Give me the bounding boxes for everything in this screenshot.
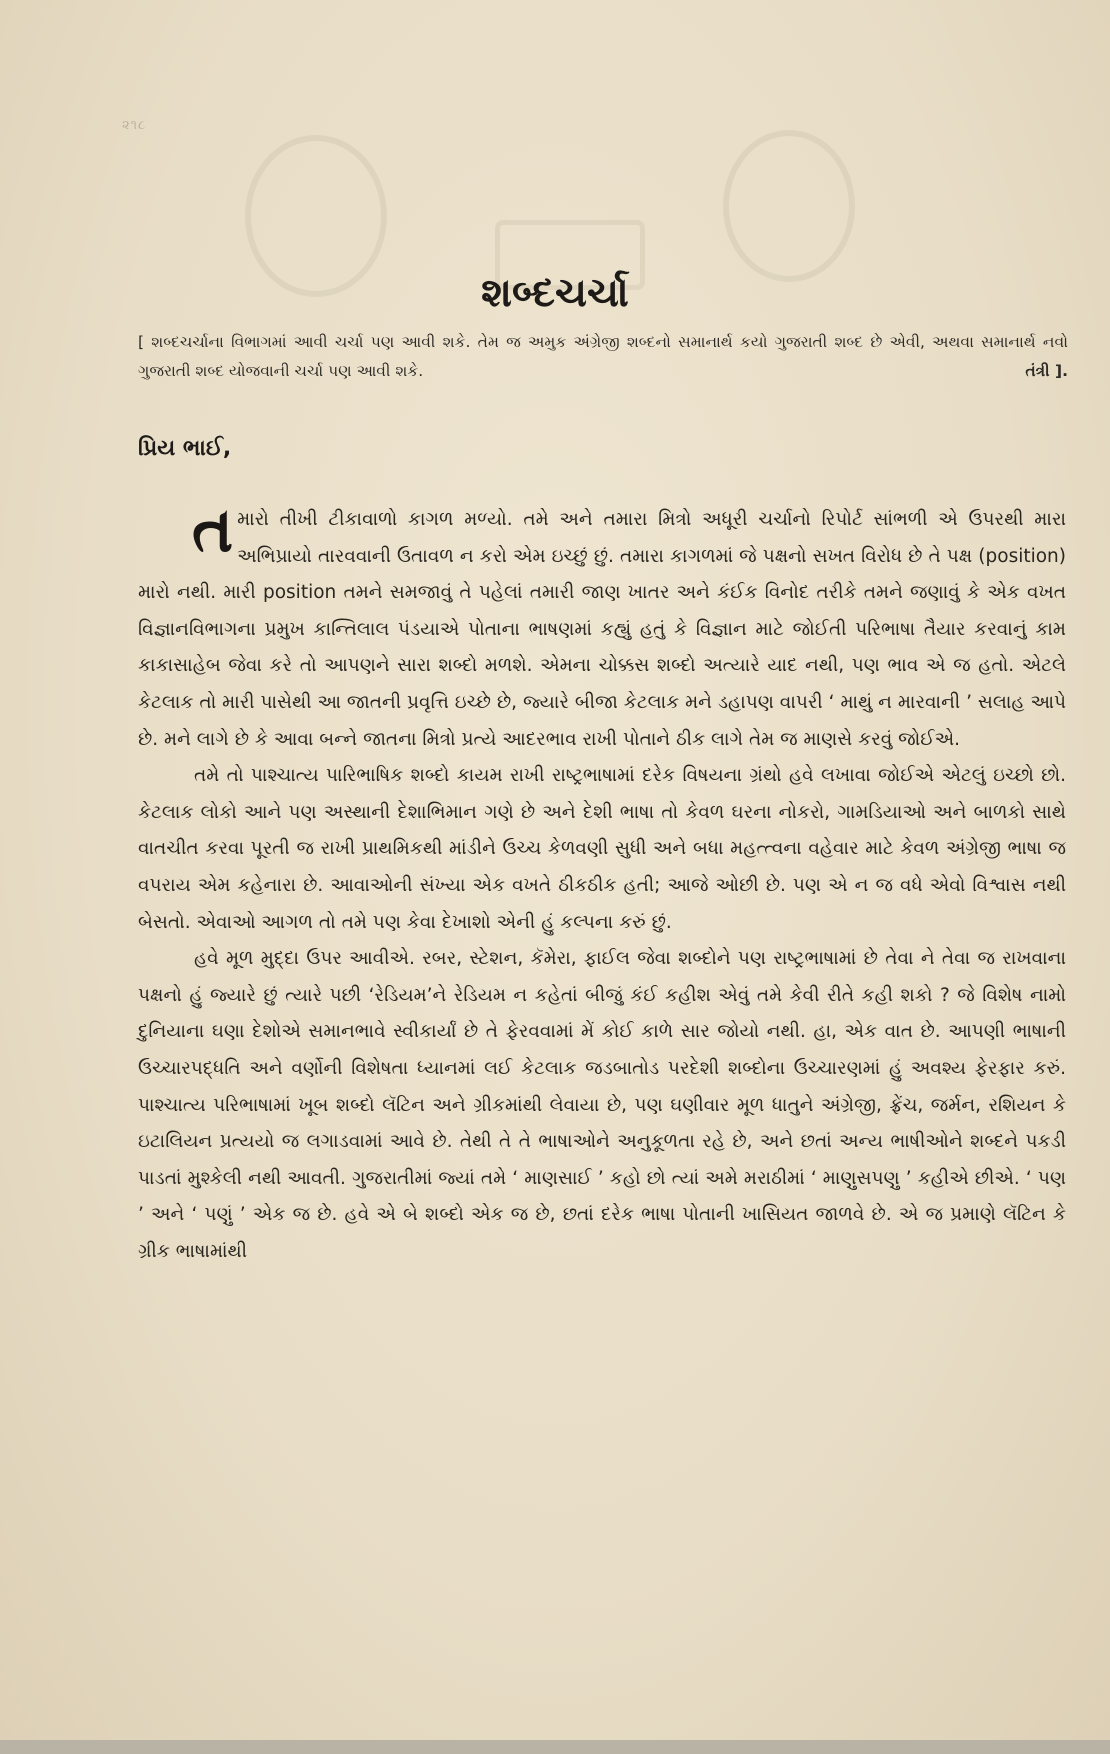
editor-note	[138, 328, 1068, 386]
scan-bottom-edge	[0, 1740, 1110, 1754]
paragraph-text: મારો તીખી ટીકાવાળો કાગળ મળ્યો. તમે અને તમારા મિત્રો અધૂરી ચર્ચાનો રિપોર્ટ સાંભળી એ ઉપરથી મારા અભિપ્રાયો તારવવાની ઉતાવળ ન કરો એમ ઇચ્છું છું. તમારા કાગળમાં જે પક્ષનો સખત વિરોધ છે તે પક્ષ (position) મારો નથી. મારી position તમને સમજાવું તે પહેલાં તમારી જાણ ખાતર અને કંઈક વિનોદ તરીકે તમને જણાવું કે એક વખત વિજ્ઞાનવિભાગના પ્રમુખ કાન્તિલાલ પંડયાએ પોતાના ભાષણમાં કહ્યું હતું કે વિજ્ઞાન માટે જોઈતી પરિભાષા તૈયાર કરવાનું કામ કાકાસાહેબ જેવા કરે તો આપણને સારા શબ્દો મળશે. એમના ચોક્કસ શબ્દો અત્યારે યાદ નથી, પણ ભાવ એ જ હતો. એટલે કેટલાક તો મારી પાસેથી આ જાતની પ્રવૃત્તિ ઇચ્છે છે, જ્યારે બીજા કેટલાક મને ડહાપણ વાપરી ‘ માથું ન મારવાની ’ સલાહ આપે છે. મને લાગે છે કે આવા બન્ને જાતના મિત્રો પ્રત્યે આદરભાવ રાખી પોતાને ઠીક લાગે તેમ જ માણસે કરવું જોઈએ.	[138, 509, 1066, 750]
paragraph-2: તમે તો પાશ્ચાત્ય પારિભાષિક શબ્દો કાયમ રાખી રાષ્ટ્રભાષામાં દરેક વિષયના ગ્રંથો હવે લખાવા જોઈએ એટલું ઇચ્છો છો. કેટલાક લોકો આને પણ અસ્થાની દેશાભિમાન ગણે છે અને દેશી ભાષા તો કેવળ ઘરના નોકરો, ગામડિયાઓ અને બાળકો સાથે વાતચીત કરવા પૂરતી જ રાખી પ્રાથમિકથી માંડીને ઉચ્ચ કેળવણી સુધી અને બધા મહત્ત્વના વહેવાર માટે કેવળ અંગ્રેજી ભાષા જ વપરાય એમ કહેનારા છે. આવાઓની સંખ્યા એક વખતે ઠીકઠીક હતી; આજે ઓછી છે. પણ એ ન જ વધે એવો વિશ્વાસ નથી બેસતો. એવાઓ આગળ તો તમે પણ કેવા દેખાશો એની હું કલ્પના કરું છું.	[138, 765, 1066, 933]
letter-body	[138, 493, 1066, 1270]
paragraph-3: હવે મૂળ મુદ્દા ઉપર આવીએ. રબર, સ્ટેશન, કૅમેરા, ફાઈલ જેવા શબ્દોને પણ રાષ્ટ્રભાષામાં છે તેવા ને તેવા જ રાખવાના પક્ષનો હું જ્યારે છું ત્યારે પછી ‘રેડિયમ’ને રેડિયમ ન કહેતાં બીજું કંઈ કહીશ એવું તમે કેવી રીતે કહી શકો ? જે વિશેષ નામો દુનિયાના ઘણા દેશોએ સમાનભાવે સ્વીકાર્યાં છે તે ફેરવવામાં મેં કોઈ કાળે સાર જોયો નથી. હા, એક વાત છે. આપણી ભાષાની ઉચ્ચારપદ્ધતિ અને વર્ણોની વિશેષતા ધ્યાનમાં લઈ કેટલાક જડબાતોડ પરદેશી શબ્દોના ઉચ્ચારણમાં હું અવશ્ય ફેરફાર કરું. પાશ્ચાત્ય પરિભાષામાં ખૂબ શબ્દો લૅટિન અને ગ્રીકમાંથી લેવાયા છે, પણ ઘણીવાર મૂળ ધાતુને અંગ્રેજી, ફ્રેંચ, જર્મન, રશિયન કે ઇટાલિયન પ્રત્યયો જ લગાડવામાં આવે છે. તેથી તે તે ભાષાઓને અનુકૂળતા રહે છે, અને છતાં અન્ય ભાષીઓને શબ્દને પકડી પાડતાં મુશ્કેલી નથી આવતી. ગુજરાતીમાં જ્યાં તમે ‘ માણસાઈ ’ કહો છો ત્યાં અમે મરાઠીમાં ‘ માણુસપણુ ’ કહીએ છીએ. ‘ પણ ’ અને ‘ પણું ’ એક જ છે. હવે એ બે શબ્દો એક જ છે, છતાં દરેક ભાષા પોતાની ખાસિયત જાળવે છે. એ જ પ્રમાણે લૅટિન કે ગ્રીક ભાષામાંથી	[138, 948, 1066, 1262]
editor-signature: તંત્રી ].	[1025, 362, 1068, 380]
paragraph-1	[138, 493, 1066, 758]
letter-salutation: પ્રિય ભાઈ,	[138, 436, 232, 461]
article-title: શબ્દચર્ચા	[481, 270, 629, 316]
page-number-mark: ૨૧૮	[122, 118, 147, 133]
drop-cap-letter: ત	[192, 493, 234, 566]
editor-note-text: [ શબ્દચર્ચાના વિભાગમાં આવી ચર્ચા પણ આવી શકે. તેમ જ અમુક અંગ્રેજી શબ્દનો સમાનાર્થ કયો ગુજરાતી શબ્દ છે એવી, અથવા સમાનાર્થ નવો ગુજરાતી શબ્દ યોજવાની ચર્ચા પણ આવી શકે.	[138, 333, 1068, 380]
